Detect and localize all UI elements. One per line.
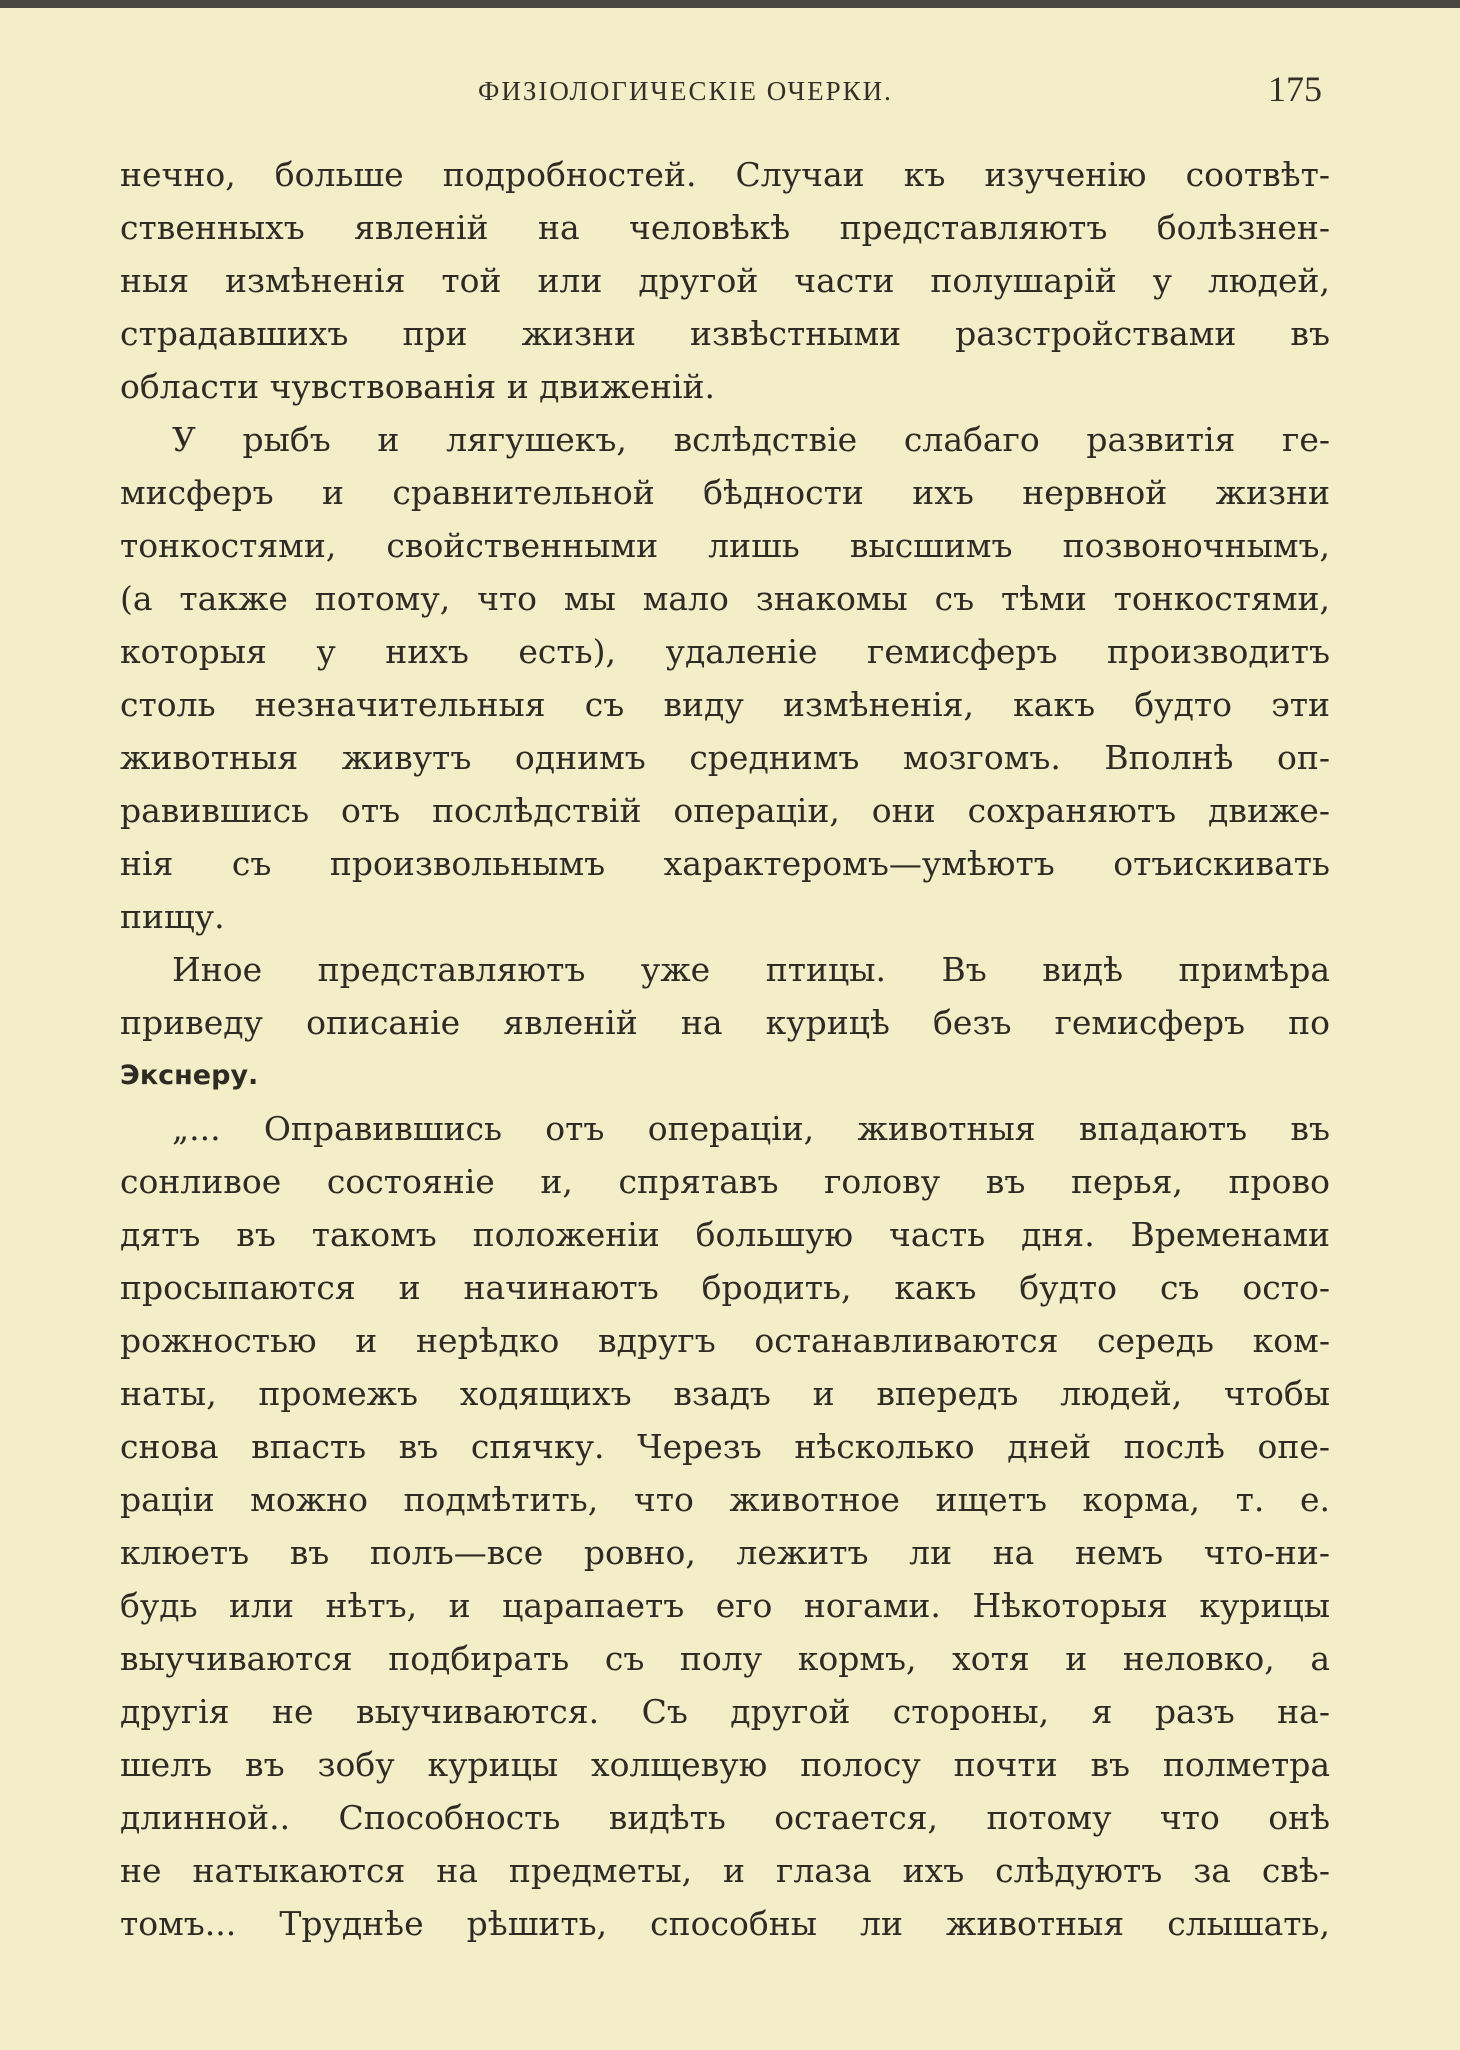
text-line: дятъ въ такомъ положеніи большую часть дня. Временами: [120, 1215, 1330, 1254]
page-top-edge: [0, 0, 1460, 8]
text-line: равившись отъ послѣдствій операціи, они сохраняютъ движе-: [120, 791, 1330, 830]
text-line: мисферъ и сравнительной бѣдности ихъ нервной жизни: [120, 473, 1330, 512]
text-line: сонливое состояніе и, спрятавъ голову въ перья, прово: [120, 1162, 1330, 1201]
text-line: наты, промежъ ходящихъ взадъ и впередъ людей, чтобы: [120, 1374, 1330, 1413]
paragraph-start-line: Иное представляютъ уже птицы. Въ видѣ примѣра: [172, 950, 1330, 989]
text-line: приведу описаніе явленій на курицѣ безъ гемисферъ по: [120, 1003, 1330, 1042]
text-line: тонкостями, свойственными лишь высшимъ позвоночнымъ,: [120, 526, 1330, 565]
text-line: шелъ въ зобу курицы холщевую полосу почти въ полметра: [120, 1745, 1330, 1784]
text-line: пищу.: [120, 897, 225, 936]
text-line: раціи можно подмѣтить, что животное ищетъ корма, т. е.: [120, 1480, 1330, 1519]
text-line: томъ... Труднѣе рѣшить, способны ли животныя слышать,: [120, 1904, 1330, 1943]
text-line: снова впасть въ спячку. Черезъ нѣсколько дней послѣ опе-: [120, 1427, 1330, 1466]
text-line: (а также потому, что мы мало знакомы съ тѣми тонкостями,: [120, 579, 1330, 618]
text-line: выучиваются подбирать съ полу кормъ, хотя и неловко, а: [120, 1639, 1330, 1678]
text-line: рожностью и нерѣдко вдругъ останавливаются середь ком-: [120, 1321, 1330, 1360]
author-name-line: Экснеру.: [120, 1060, 259, 1091]
text-line: ственныхъ явленій на человѣкѣ представляютъ болѣзнен-: [120, 208, 1330, 247]
page-number: 175: [1268, 69, 1322, 109]
body-text: [120, 148, 1330, 1950]
text-line: столь незначительныя съ виду измѣненія, какъ будто эти: [120, 685, 1330, 724]
text-line: области чувствованія и движеній.: [120, 367, 715, 406]
text-line: ныя измѣненія той или другой части полушарій у людей,: [120, 261, 1330, 300]
paragraph-start-line: „... Оправившись отъ операціи, животныя впадаютъ въ: [172, 1109, 1330, 1148]
text-line: страдавшихъ при жизни извѣстными разстройствами въ: [120, 314, 1330, 353]
text-line: клюетъ въ полъ—все ровно, лежитъ ли на немъ что-ни-: [120, 1533, 1330, 1572]
text-line: нечно, больше подробностей. Случаи къ изученію соотвѣт-: [120, 155, 1330, 194]
text-line: другія не выучиваются. Съ другой стороны, я разъ на-: [120, 1692, 1330, 1731]
text-line: будь или нѣтъ, и царапаетъ его ногами. Нѣкоторыя курицы: [120, 1586, 1330, 1625]
page-header: [0, 69, 1460, 112]
text-line: животныя живутъ однимъ среднимъ мозгомъ. Вполнѣ оп-: [120, 738, 1330, 777]
text-line: нія съ произвольнымъ характеромъ—умѣютъ отъискивать: [120, 844, 1330, 883]
text-line: длинной.. Способность видѣть остается, потому что онѣ: [120, 1798, 1330, 1837]
text-line: просыпаются и начинаютъ бродить, какъ будто съ осто-: [120, 1268, 1330, 1307]
text-line: не натыкаются на предметы, и глаза ихъ слѣдуютъ за свѣ-: [120, 1851, 1330, 1890]
text-line: которыя у нихъ есть), удаленіе гемисферъ производитъ: [120, 632, 1330, 671]
running-head: ФИЗІОЛОГИЧЕСКІЕ ОЧЕРКИ.: [478, 76, 893, 106]
paragraph-start-line: У рыбъ и лягушекъ, вслѣдствіе слабаго развитія ге-: [172, 420, 1330, 459]
